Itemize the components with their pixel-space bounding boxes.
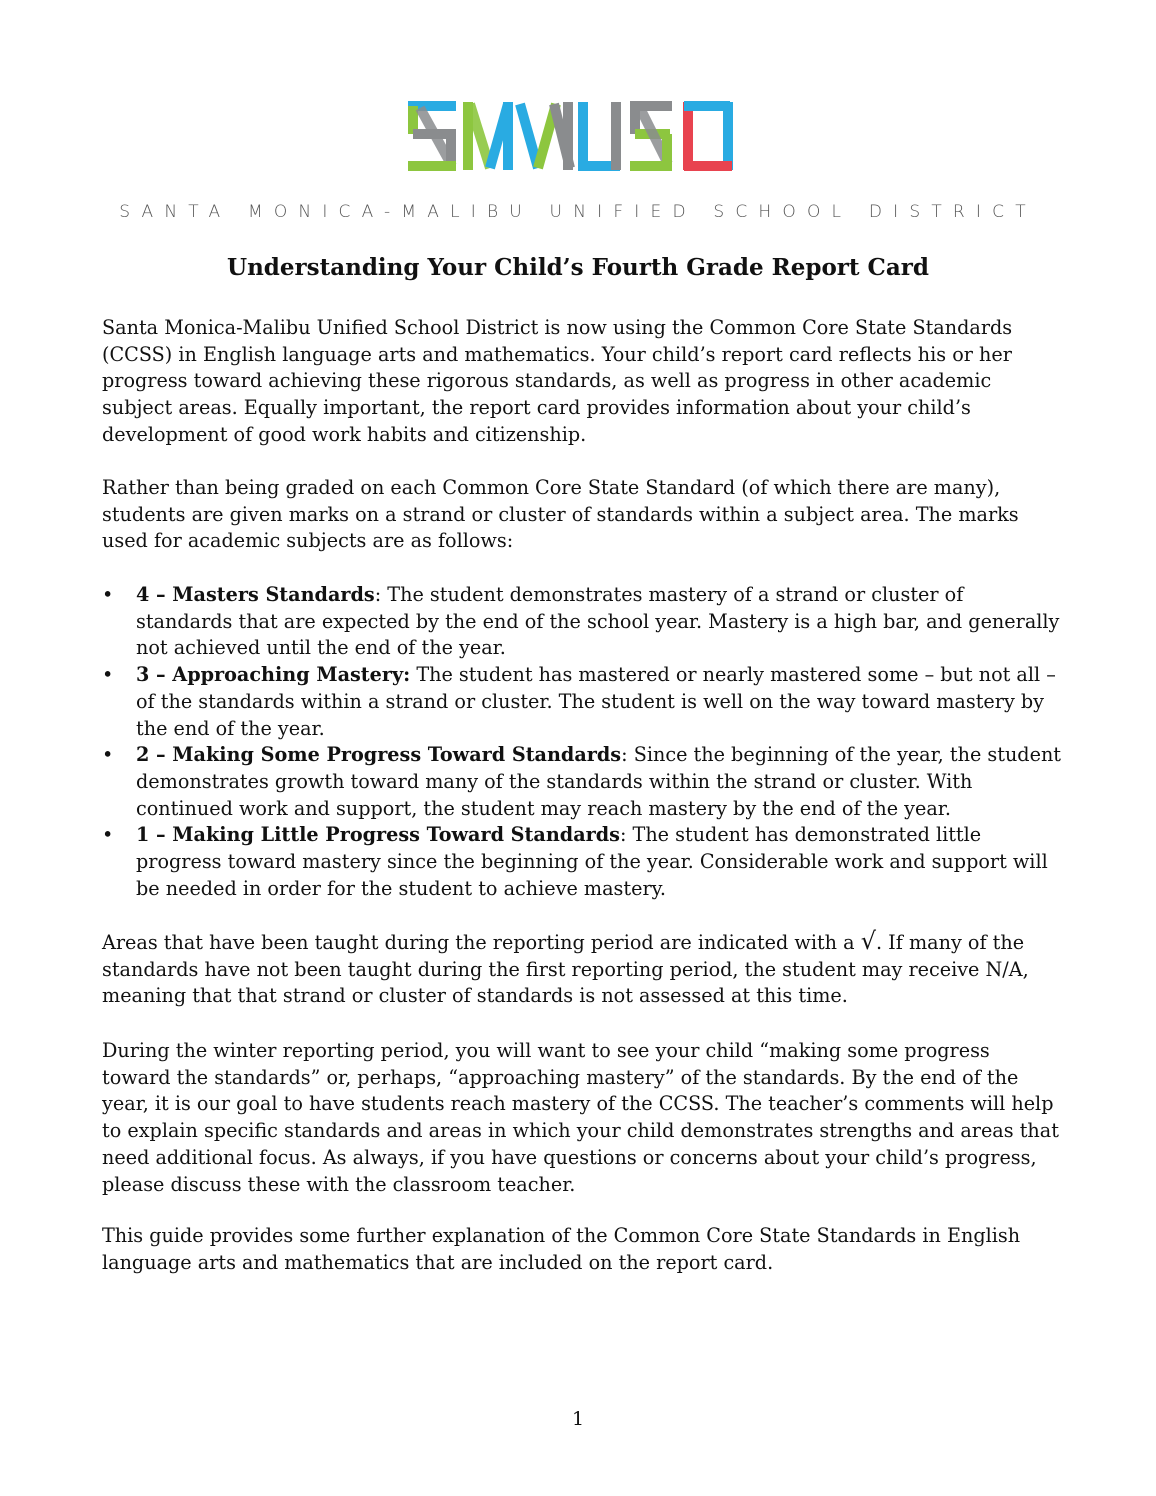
bullet-icon: • — [102, 823, 114, 847]
district-name: SANTA MONICA-MALIBU UNIFIED SCHOOL DISTRICT — [119, 202, 1037, 222]
list-item — [102, 742, 1062, 822]
checkmark-paragraph-end: . If many of the standards have not been taught during the first reporting period, the student may receive N/A, meaning that that strand or cluster of standards is not assessed at this time. — [102, 931, 1029, 1008]
winter-paragraph: During the winter reporting period, you will want to see your child “making some progress toward the standards” or, perhaps, “approaching mastery” of the standards. By the end of the year, it is our goal to have students reach mastery of the CCSS. The teacher’s comments will help to explain specific standards and areas in which your child demonstrates strengths and areas that need additional focus. As always, if you have questions or concerns about your child’s progress, please discuss these with the classroom teacher. — [102, 1039, 1059, 1196]
page-title: Understanding Your Child’s Fourth Grade Report Card — [227, 254, 929, 281]
mark-separator: : — [374, 583, 382, 606]
mark-description: Since the beginning of the year, the student demonstrates growth toward many of the standards within the strand or cluster. With continued work and support, the student may reach mastery by the end of the year. — [136, 743, 1062, 820]
bullet-icon: • — [102, 743, 114, 767]
bullet-icon: • — [102, 583, 114, 606]
mark-label: 3 – Approaching Mastery: — [136, 663, 411, 687]
page-number: 1 — [571, 1408, 585, 1430]
district-logo — [0, 100, 1156, 174]
checkmark-paragraph — [102, 927, 1062, 1010]
mark-label: 2 – Making Some Progress Toward Standards — [136, 743, 622, 767]
grading-paragraph: Rather than being graded on each Common Core State Standard (of which there are many), students are given marks on a strand or cluster of standards within a subject area. The marks used for academic subjects are as follows: — [102, 476, 1019, 553]
guide-paragraph: This guide provides some further explanation of the Common Core State Standards in English language arts and mathematics that are included on the report card. — [102, 1224, 1021, 1274]
list-item — [102, 822, 1062, 902]
marks-list — [102, 582, 1062, 902]
mark-description: The student has demonstrated little progress toward mastery since the beginning of the year. Considerable work and support will be needed in order for the student to achieve mastery. — [136, 823, 1048, 900]
list-item — [102, 582, 1062, 662]
mark-label: 4 – Masters Standards — [136, 583, 375, 606]
checkmark-paragraph-start: Areas that have been taught during the reporting period are indicated with a — [102, 931, 861, 954]
mark-description: The student demonstrates mastery of a strand or cluster of standards that are expected by the end of the school year. Mastery is a high bar, and generally not achieved until the end of the year. — [136, 583, 1060, 660]
mark-label: 1 – Making Little Progress Toward Standards — [136, 823, 620, 847]
mark-separator: : — [621, 743, 628, 767]
intro-paragraph: Santa Monica-Malibu Unified School District is now using the Common Core State Standards (CCSS) in English language arts and mathematics. Your child’s report card reflects his or her progress toward achieving these rigorous standards, as well as progress in other academic subject areas. Equally important, the report card provides information about your child’s development of good work habits and citizenship. — [102, 316, 1013, 446]
bullet-icon: • — [102, 663, 114, 687]
smmusd-logo-icon — [408, 100, 748, 174]
mark-description: The student has mastered or nearly mastered some – but not all – of the standards within a strand or cluster. The student is well on the way toward mastery by the end of the year. — [136, 663, 1056, 740]
list-item — [102, 662, 1062, 742]
check-icon: √ — [860, 927, 876, 955]
mark-separator: : — [619, 823, 627, 847]
